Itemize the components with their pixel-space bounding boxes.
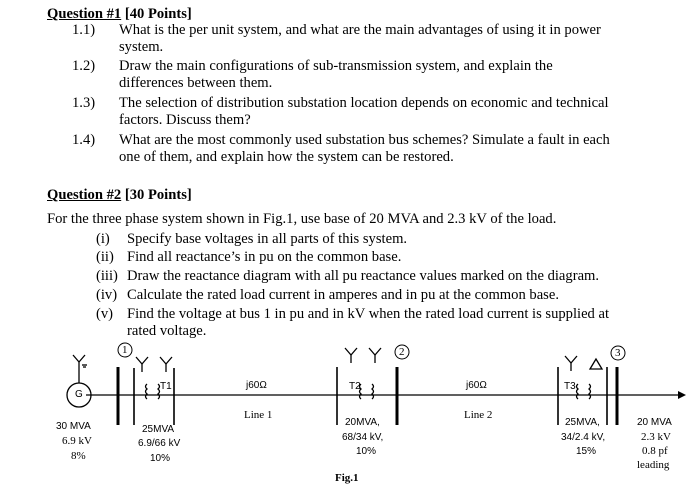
q2-item-text: Specify base voltages in all parts of this system. bbox=[127, 231, 408, 247]
q1-item-num: 1.2) bbox=[72, 58, 96, 74]
t1-label: T1 bbox=[160, 381, 172, 392]
q2-item-text: Calculate the rated load current in amperes and in pu at the common base. bbox=[127, 287, 559, 303]
t2-coils bbox=[360, 384, 374, 399]
figure-caption: Fig.1 bbox=[335, 472, 359, 484]
line-2-impedance: j60Ω bbox=[466, 380, 487, 391]
bus-1-number: 1 bbox=[122, 344, 128, 356]
generator-label: G bbox=[75, 389, 83, 400]
q2-item-num: (i) bbox=[96, 231, 110, 247]
t1-wye-wye-symbol bbox=[136, 357, 172, 372]
load-rating-mva: 20 MVA bbox=[637, 417, 672, 428]
t3-rating-x: 15% bbox=[576, 446, 597, 457]
t3-rating-mva: 25MVA, bbox=[565, 417, 600, 428]
q1-item-line: differences between them. bbox=[119, 75, 273, 91]
q2-item-text: Find the voltage at bus 1 in pu and in kV when the rated load current is supplied at bbox=[127, 306, 610, 322]
q2-points: [30 Points] bbox=[124, 187, 192, 203]
q1-title: Question #1 bbox=[47, 6, 122, 22]
t2-rating-mva: 20MVA, bbox=[345, 417, 380, 428]
line-1-impedance: j60Ω bbox=[246, 380, 267, 391]
t3-coils bbox=[577, 384, 591, 399]
q1-item-num: 1.3) bbox=[72, 95, 96, 111]
line-2-name: Line 2 bbox=[464, 409, 493, 421]
t3-rating-kv: 34/2.4 kV, bbox=[561, 432, 606, 443]
q2-item-num: (v) bbox=[96, 306, 114, 322]
gen-rating-kv: 6.9 kV bbox=[62, 435, 92, 447]
t2-rating-x: 10% bbox=[356, 446, 377, 457]
t2-label: T2 bbox=[349, 381, 361, 392]
q1-item-line: system. bbox=[119, 39, 164, 55]
bus-2-number: 2 bbox=[399, 346, 405, 358]
q2-item-num: (ii) bbox=[96, 249, 114, 265]
t3-wye-delta-symbol bbox=[565, 356, 602, 371]
gen-wye-symbol bbox=[73, 355, 87, 369]
gen-rating-x: 8% bbox=[71, 450, 86, 462]
q2-item-num: (iii) bbox=[96, 268, 118, 284]
t1-coils bbox=[146, 384, 160, 399]
q2-item-num: (iv) bbox=[96, 287, 118, 303]
q1-item-line: Draw the main configurations of sub-transmission system, and explain the bbox=[119, 58, 553, 74]
q2-item-text: Draw the reactance diagram with all pu reactance values marked on the diagram. bbox=[127, 268, 600, 284]
t1-rating-mva: 25MVA bbox=[142, 424, 175, 435]
q1-points: [40 Points] bbox=[124, 6, 192, 22]
t2-rating-kv: 68/34 kV, bbox=[342, 432, 384, 443]
t1-rating-kv: 6.9/66 kV bbox=[138, 438, 181, 449]
q1-item-line: factors. Discuss them? bbox=[119, 112, 251, 128]
q2-item-text-cont: rated voltage. bbox=[127, 323, 207, 339]
t3-label: T3 bbox=[564, 381, 576, 392]
load-arrow bbox=[678, 391, 686, 399]
q2-intro: For the three phase system shown in Fig.1, use base of 20 MVA and 2.3 kV of the load. bbox=[47, 211, 557, 227]
q1-item-num: 1.4) bbox=[72, 132, 96, 148]
gen-rating-mva: 30 MVA bbox=[56, 421, 91, 432]
q1-item-line: What are the most commonly used substation bus schemes? Simulate a fault in each bbox=[119, 132, 610, 148]
load-rating-leading: leading bbox=[637, 459, 670, 471]
q1-item-num: 1.1) bbox=[72, 22, 96, 38]
q2-item-text: Find all reactance’s in pu on the common base. bbox=[127, 249, 402, 265]
t1-rating-x: 10% bbox=[150, 453, 171, 464]
bus-3-number: 3 bbox=[615, 347, 621, 359]
load-rating-kv: 2.3 kV bbox=[641, 431, 671, 443]
line-1-name: Line 1 bbox=[244, 409, 273, 421]
q2-title: Question #2 bbox=[47, 187, 122, 203]
q1-item-line: one of them, and explain how the system can be restored. bbox=[119, 149, 454, 165]
q1-item-line: The selection of distribution substation location depends on economic and technical bbox=[119, 95, 609, 111]
t2-wye-wye-symbol bbox=[345, 348, 381, 363]
load-rating-pf: 0.8 pf bbox=[642, 445, 668, 457]
q1-item-line: What is the per unit system, and what are the main advantages of using it in power bbox=[119, 22, 601, 38]
